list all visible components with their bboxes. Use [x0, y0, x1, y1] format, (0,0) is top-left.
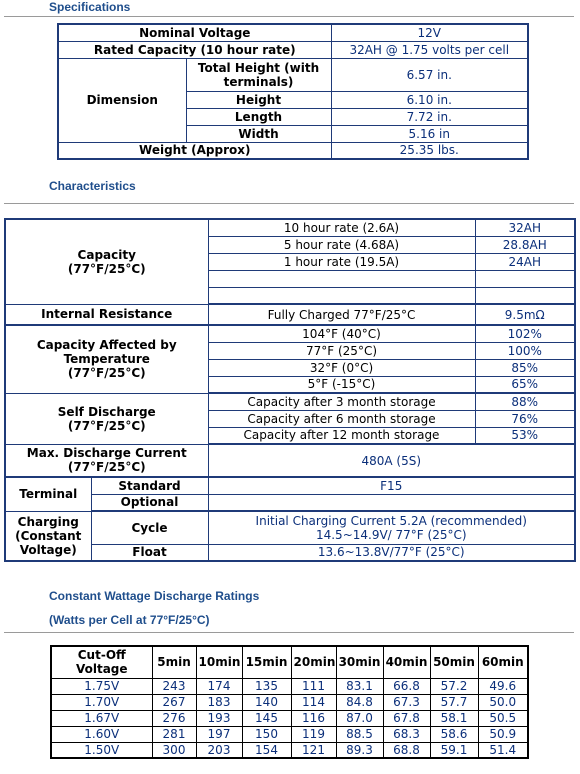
cycle-value: [208, 511, 575, 544]
table-cell: 114: [291, 694, 336, 710]
terminal-standard-label: Standard: [91, 477, 208, 494]
temp-condition-77f: 77°F (25°C): [208, 342, 475, 359]
table-cell: 67.3: [383, 694, 430, 710]
characteristics-table: [4, 218, 576, 562]
dimension-length-label: Length: [186, 108, 331, 125]
table-cell: 68.3: [383, 726, 430, 742]
table-cell: 58.6: [430, 726, 478, 742]
table-cell: 50.9: [478, 726, 528, 742]
table-cell: 150: [242, 726, 291, 742]
temperature-label: [5, 325, 208, 393]
wattage-subtitle: (Watts per Cell at 77°F/25°C): [49, 613, 210, 627]
table-cell: 59.1: [430, 742, 478, 758]
table-cell: 197: [196, 726, 242, 742]
table-cell: 135: [242, 678, 291, 694]
table-row: [51, 710, 528, 726]
capacity-label-text: Capacity (77°F/25°C): [67, 247, 146, 276]
dimension-total-height-value: 6.57 in.: [331, 58, 528, 91]
table-cell: 140: [242, 694, 291, 710]
self-discharge-label-text: Self Discharge (77°F/25°C): [57, 404, 156, 433]
internal-resistance-label: Internal Resistance: [5, 304, 208, 325]
dimension-width-label: Width: [186, 125, 331, 142]
temperature-label-text: Capacity Affected by Temperature (77°F/25°C): [36, 338, 177, 381]
col-header: 10min: [196, 646, 242, 678]
capacity-empty-cell: [475, 287, 575, 304]
table-cell: 68.8: [383, 742, 430, 758]
internal-resistance-value: 9.5mΩ: [475, 304, 575, 325]
terminal-optional-value: [208, 494, 575, 511]
table-cell: 276: [152, 710, 196, 726]
col-header: 60min: [478, 646, 528, 678]
capacity-rate-5h: 5 hour rate (4.68A): [208, 236, 475, 253]
float-label: Float: [91, 544, 208, 561]
col-header: 40min: [383, 646, 430, 678]
table-cell: 83.1: [336, 678, 383, 694]
dimension-label: Dimension: [58, 58, 186, 142]
divider: [4, 16, 574, 17]
self-discharge-3m: Capacity after 3 month storage: [208, 393, 475, 410]
table-cell: 121: [291, 742, 336, 758]
max-discharge-value: 480A (5S): [208, 444, 575, 477]
temp-condition-5f: 5°F (-15°C): [208, 376, 475, 393]
wattage-header-row: [51, 646, 528, 678]
nominal-voltage-label: Nominal Voltage: [58, 24, 331, 41]
dimension-width-value: 5.16 in: [331, 125, 528, 142]
table-cell: 281: [152, 726, 196, 742]
capacity-rate-1h: 1 hour rate (19.5A): [208, 253, 475, 270]
cutoff-voltage-header: [51, 646, 152, 678]
table-row: [51, 742, 528, 758]
table-cell: 87.0: [336, 710, 383, 726]
terminal-standard-value: F15: [208, 477, 575, 494]
capacity-value-1h: 24AH: [475, 253, 575, 270]
capacity-value-5h: 28.8AH: [475, 236, 575, 253]
divider: [4, 632, 574, 633]
cycle-value-line-2: 14.5~14.9V/ 77°F (25°C): [315, 527, 467, 542]
characteristics-title: Characteristics: [49, 179, 136, 193]
charging-label-text: Charging (Constant Voltage): [15, 514, 82, 557]
row-voltage: 1.60V: [51, 726, 152, 742]
self-discharge-12m: Capacity after 12 month storage: [208, 427, 475, 444]
table-cell: 154: [242, 742, 291, 758]
float-value: 13.6~13.8V/77°F (25°C): [208, 544, 575, 561]
max-discharge-label-text: Max. Discharge Current (77°F/25°C): [26, 446, 187, 475]
col-header: 50min: [430, 646, 478, 678]
table-cell: 174: [196, 678, 242, 694]
table-cell: 66.8: [383, 678, 430, 694]
table-cell: 267: [152, 694, 196, 710]
temp-value-104f: 102%: [475, 325, 575, 342]
table-cell: 57.2: [430, 678, 478, 694]
table-cell: 57.7: [430, 694, 478, 710]
dimension-total-height-label: Total Height (with terminals): [186, 58, 331, 91]
table-cell: 67.8: [383, 710, 430, 726]
self-discharge-label: [5, 393, 208, 444]
rated-capacity-label: Rated Capacity (10 hour rate): [58, 41, 331, 58]
col-header: 30min: [336, 646, 383, 678]
table-cell: 50.0: [478, 694, 528, 710]
self-discharge-value-12m: 53%: [475, 427, 575, 444]
table-cell: 88.5: [336, 726, 383, 742]
temp-value-5f: 65%: [475, 376, 575, 393]
row-voltage: 1.75V: [51, 678, 152, 694]
charging-label: [5, 511, 91, 561]
row-voltage: 1.67V: [51, 710, 152, 726]
table-row: [51, 726, 528, 742]
table-cell: 193: [196, 710, 242, 726]
table-cell: 203: [196, 742, 242, 758]
table-cell: 50.5: [478, 710, 528, 726]
temp-value-77f: 100%: [475, 342, 575, 359]
col-header: 20min: [291, 646, 336, 678]
table-cell: 183: [196, 694, 242, 710]
weight-label: Weight (Approx): [58, 142, 331, 159]
dimension-length-value: 7.72 in.: [331, 108, 528, 125]
table-row: [51, 678, 528, 694]
weight-value: 25.35 lbs.: [331, 142, 528, 159]
wattage-title: Constant Wattage Discharge Ratings: [49, 589, 260, 603]
temp-condition-104f: 104°F (40°C): [208, 325, 475, 342]
table-cell: 49.6: [478, 678, 528, 694]
cycle-label: Cycle: [91, 511, 208, 544]
capacity-value-10h: 32AH: [475, 219, 575, 236]
cutoff-voltage-header-text: Cut-Off Voltage: [75, 648, 128, 677]
table-cell: 58.1: [430, 710, 478, 726]
nominal-voltage-value: 12V: [331, 24, 528, 41]
capacity-label: [5, 219, 208, 304]
capacity-rate-10h: 10 hour rate (2.6A): [208, 219, 475, 236]
temp-value-32f: 85%: [475, 359, 575, 376]
table-cell: 111: [291, 678, 336, 694]
table-cell: 145: [242, 710, 291, 726]
col-header: 5min: [152, 646, 196, 678]
max-discharge-label: [5, 444, 208, 477]
wattage-table: [50, 645, 529, 759]
specifications-table: [57, 23, 529, 160]
terminal-label: Terminal: [5, 477, 91, 511]
table-cell: 116: [291, 710, 336, 726]
row-voltage: 1.70V: [51, 694, 152, 710]
cycle-value-line-1: Initial Charging Current 5.2A (recommended): [255, 513, 527, 528]
table-cell: 84.8: [336, 694, 383, 710]
table-cell: 119: [291, 726, 336, 742]
self-discharge-value-3m: 88%: [475, 393, 575, 410]
internal-resistance-condition: Fully Charged 77°F/25°C: [208, 304, 475, 325]
rated-capacity-value: 32AH @ 1.75 volts per cell: [331, 41, 528, 58]
table-cell: 89.3: [336, 742, 383, 758]
capacity-empty-cell: [208, 270, 475, 287]
col-header: 15min: [242, 646, 291, 678]
temp-condition-32f: 32°F (0°C): [208, 359, 475, 376]
self-discharge-6m: Capacity after 6 month storage: [208, 410, 475, 427]
self-discharge-value-6m: 76%: [475, 410, 575, 427]
capacity-empty-cell: [475, 270, 575, 287]
table-row: [51, 694, 528, 710]
table-cell: 243: [152, 678, 196, 694]
dimension-height-value: 6.10 in.: [331, 91, 528, 108]
specifications-title: Specifications: [49, 0, 131, 14]
dimension-height-label: Height: [186, 91, 331, 108]
table-cell: 51.4: [478, 742, 528, 758]
table-cell: 300: [152, 742, 196, 758]
divider: [4, 203, 574, 204]
row-voltage: 1.50V: [51, 742, 152, 758]
terminal-optional-label: Optional: [91, 494, 208, 511]
capacity-empty-cell: [208, 287, 475, 304]
